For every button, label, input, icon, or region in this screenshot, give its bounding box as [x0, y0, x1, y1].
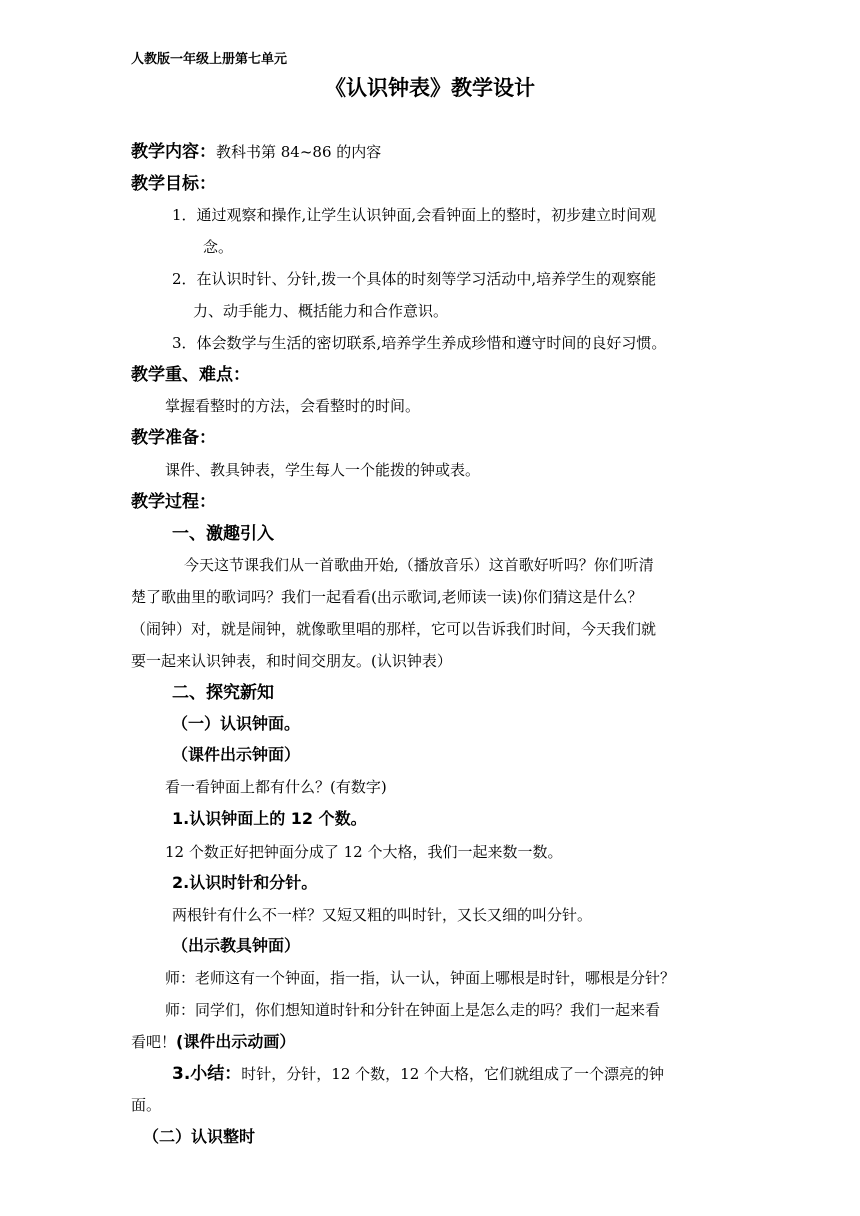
section-1-paragraph-line-2: 楚了歌曲里的歌词吗？我们一起看看(出示歌词,老师读一读)你们猜这是什么？ — [131, 588, 643, 606]
series-header: 人教版一年级上册第七单元 — [131, 52, 288, 67]
teacher-line-3-text: 看吧！ — [131, 1033, 177, 1051]
goal-item-2-line-1: 2．在认识时针、分针,拨一个具体的时刻等学习活动中,培养学生的观察能 — [172, 270, 657, 288]
section-1-paragraph-line-1: 今天这节课我们从一首歌曲开始,（播放音乐）这首歌好听吗？你们听清 — [184, 556, 654, 574]
content-label: 教学内容： — [131, 142, 216, 162]
point-1-text: 12 个数正好把钟面分成了 12 个大格，我们一起来数一数。 — [165, 843, 563, 861]
summary-text: 时针，分针，12 个数，12 个大格，它们就组成了一个漂亮的钟 — [241, 1065, 665, 1083]
look-question: 看一看钟面上都有什么？(有数字) — [165, 778, 387, 796]
teacher-line-1: 师：老师这有一个钟面，指一指，认一认，钟面上哪根是时针，哪根是分针？ — [165, 969, 676, 987]
goals-label: 教学目标： — [131, 174, 216, 194]
subsection-2-heading: （二）认识整时 — [143, 1127, 256, 1146]
section-1-heading: 一、激趣引入 — [172, 524, 274, 544]
goal-item-2-line-2: 力、动手能力、概括能力和合作意识。 — [193, 302, 449, 320]
content-text: 教科书第 84~86 的内容 — [216, 143, 382, 161]
section-1-paragraph-line-3: （闹钟）对，就是闹钟，就像歌里唱的那样，它可以告诉我们时间，今天我们就 — [131, 620, 657, 638]
summary-row — [172, 1066, 664, 1083]
document-title: 《认识钟表》教学设计 — [325, 76, 535, 100]
teacher-line-2: 师：同学们，你们想知道时针和分针在钟面上是怎么走的吗？我们一起来看 — [165, 1001, 661, 1019]
goal-item-1-line-1: 1．通过观察和操作,让学生认识钟面,会看钟面上的整时，初步建立时间观 — [172, 206, 657, 224]
goal-item-3: 3．体会数学与生活的密切联系,培养学生养成珍惜和遵守时间的良好习惯。 — [172, 334, 667, 352]
subsection-1-heading: （一）认识钟面。 — [172, 714, 301, 733]
key-points-text: 掌握看整时的方法，会看整时的时间。 — [165, 397, 421, 415]
summary-line-2: 面。 — [131, 1096, 162, 1114]
courseware-clock-face-note: （课件出示钟面） — [172, 745, 301, 764]
section-2-heading: 二、探究新知 — [172, 683, 274, 703]
key-points-label: 教学重、难点： — [131, 365, 250, 385]
point-2-heading: 2.认识时针和分针。 — [172, 873, 318, 892]
courseware-animation-note: (课件出示动画） — [176, 1032, 296, 1051]
content-row — [131, 144, 381, 161]
preparation-label: 教学准备： — [131, 428, 216, 448]
summary-label: 3.小结： — [172, 1064, 242, 1084]
preparation-text: 课件、教具钟表，学生每人一个能拨的钟或表。 — [165, 461, 481, 479]
section-1-paragraph-line-4: 要一起来认识钟表，和时间交朋友。(认识钟表） — [131, 652, 452, 670]
teaching-clock-note: （出示教具钟面） — [172, 936, 301, 955]
point-1-heading: 1.认识钟面上的 12 个数。 — [172, 809, 367, 828]
goal-item-1-line-2: 念。 — [203, 238, 234, 256]
point-2-text: 两根针有什么不一样？又短又粗的叫时针，又长又细的叫分针。 — [172, 906, 593, 924]
process-label: 教学过程： — [131, 492, 216, 512]
teacher-line-3 — [131, 1034, 295, 1050]
